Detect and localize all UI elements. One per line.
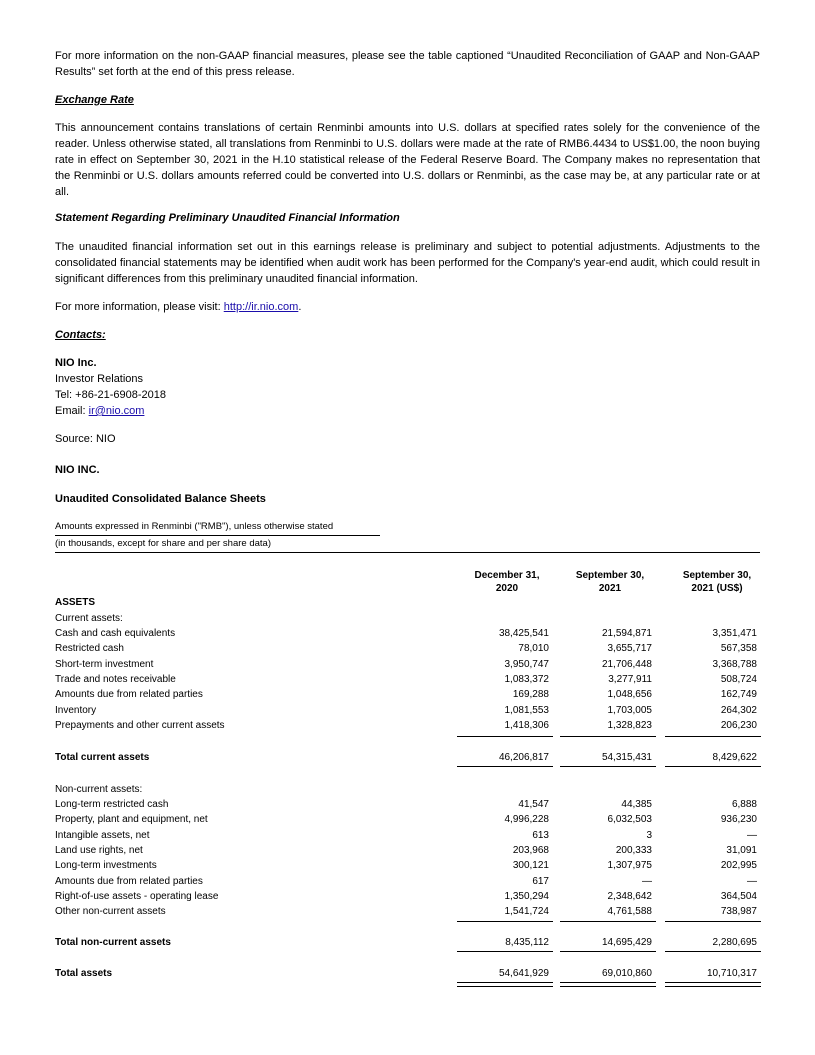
underline: [457, 766, 553, 767]
total-assets-v1: 54,641,929: [498, 968, 549, 979]
row-value-1: 3,950,747: [504, 658, 549, 670]
row-value-2: 3,655,717: [607, 643, 652, 655]
noncurrent-label-row: [55, 784, 760, 799]
underline: [665, 736, 761, 737]
double-underline: [457, 982, 553, 987]
underline: [560, 951, 656, 952]
underline: [457, 921, 553, 922]
row-value-3: —: [747, 829, 757, 841]
underline: [665, 921, 761, 922]
row-value-3: 936,230: [720, 814, 757, 826]
total-current-v2: 54,315,431: [601, 752, 652, 763]
total-noncurrent-v1: 8,435,112: [505, 937, 549, 948]
row-value-1: 41,547: [518, 799, 549, 810]
col1-line2: 2020: [495, 583, 519, 594]
total-assets-v2: 69,010,860: [601, 968, 652, 979]
underline: [560, 736, 656, 737]
col-header-dec-2020: [457, 569, 557, 595]
contact-dept: Investor Relations: [55, 373, 144, 385]
table-row: [55, 814, 760, 829]
underline: [457, 736, 553, 737]
current-assets-label-row: [55, 613, 760, 628]
row-value-2: 1,703,005: [607, 704, 652, 716]
row-label: Prepayments and other current assets: [55, 719, 225, 731]
row-label: Amounts due from related parties: [55, 875, 203, 887]
total-current-v3: 8,429,622: [712, 752, 757, 763]
row-value-3: 3,368,788: [712, 658, 757, 670]
total-noncurrent-label: Total non-current assets: [55, 937, 171, 948]
row-value-1: 300,121: [512, 860, 549, 872]
total-noncurrent-v3: 2,280,695: [712, 937, 757, 948]
col3-line1: September 30,: [682, 570, 752, 581]
row-value-2: 3,277,911: [608, 673, 652, 685]
row-label: Long-term investments: [55, 860, 157, 872]
row-value-3: 3,351,471: [712, 628, 757, 639]
row-value-3: 567,358: [720, 643, 757, 655]
row-value-1: 78,010: [518, 643, 549, 655]
row-label: Land use rights, net: [55, 844, 143, 856]
statement-heading: Statement Regarding Preliminary Unaudited Financial Information: [55, 212, 400, 224]
total-current-label: Total current assets: [55, 752, 150, 763]
row-value-3: —: [747, 875, 757, 887]
ir-website-link[interactable]: http://ir.nio.com: [223, 301, 299, 313]
total-current-v1: 46,206,817: [498, 752, 549, 763]
sheet-title: Unaudited Consolidated Balance Sheets: [55, 493, 266, 505]
col-header-sep-2021: [560, 569, 660, 595]
row-value-3: 202,995: [720, 860, 757, 872]
underline: [560, 921, 656, 922]
table-row: [55, 674, 760, 689]
row-value-2: 1,048,656: [607, 689, 652, 701]
row-label: Inventory: [55, 704, 97, 716]
exchange-rate-paragraph: This announcement contains translations of certain Renminbi amounts into U.S. dollars at specified rates solely for the convenience of the reader. Unless otherwise stated, all translations from Renminbi to U.S. dollars were made at the rate of RMB6.4434 to US$1.00, the noon buying rate in effect on September 30, 2021 in the H.10 statistical release of the Federal Reserve Board. The Company makes no representation that the Renminbi or U.S. dollars amounts referred could be converted into U.S. dollars or Renminbi, as the case may be, at any particular rate or at all.: [55, 122, 760, 198]
row-value-1: 169,288: [512, 689, 549, 701]
assets-label-row: [55, 597, 760, 612]
double-underline: [665, 982, 761, 987]
row-value-3: 162,749: [720, 689, 757, 701]
col1-line1: December 31,: [474, 570, 540, 581]
row-value-2: 1,328,823: [607, 719, 652, 731]
row-value-2: 2,348,642: [607, 890, 652, 902]
table-row: [55, 705, 760, 720]
contacts-heading: Contacts:: [55, 329, 106, 341]
table-row: [55, 876, 760, 891]
contact-company: NIO Inc.: [55, 357, 97, 369]
more-info-suffix: .: [298, 301, 302, 313]
total-current-assets-row: [55, 752, 760, 767]
assets-label: ASSETS: [55, 597, 96, 608]
non-gaap-paragraph: For more information on the non-GAAP financial measures, please see the table captioned “Unaudited Reconciliation of GAAP and Non-GAAP Results” set forth at the end of this press release.: [55, 50, 760, 78]
row-label: Intangible assets, net: [55, 829, 150, 841]
sheet-rule-1: [55, 535, 380, 536]
more-info-line: [55, 299, 301, 315]
table-row: [55, 845, 760, 860]
sheet-rule-2: [55, 552, 760, 553]
row-label: Right-of-use assets - operating lease: [55, 890, 219, 902]
more-info-prefix: For more information, please visit:: [55, 301, 224, 313]
row-value-2: 6,032,503: [607, 814, 652, 826]
total-assets-row: [55, 968, 760, 983]
row-value-3: 364,504: [720, 890, 757, 902]
row-value-3: 508,724: [720, 673, 757, 685]
contact-email-link[interactable]: ir@nio.com: [88, 405, 145, 417]
row-value-1: 613: [532, 829, 549, 841]
table-row: [55, 906, 760, 921]
double-underline: [560, 982, 656, 987]
row-value-3: 31,091: [726, 844, 757, 856]
row-value-3: 206,230: [720, 719, 757, 731]
table-row: [55, 799, 760, 814]
underline: [560, 766, 656, 767]
row-value-1: 4,996,228: [504, 814, 549, 826]
sheet-note-currency: Amounts expressed in Renminbi ("RMB"), unless otherwise stated: [55, 521, 334, 532]
table-row: [55, 689, 760, 704]
underline: [665, 766, 761, 767]
row-value-1: 1,083,372: [504, 673, 549, 685]
row-label: Cash and cash equivalents: [55, 628, 176, 639]
sheet-company: NIO INC.: [55, 464, 100, 476]
row-value-3: 6,888: [731, 799, 757, 810]
total-assets-v3: 10,710,317: [706, 968, 757, 979]
row-value-2: —: [642, 875, 652, 887]
contact-email-line: [55, 403, 144, 419]
source-line: Source: NIO: [55, 433, 116, 445]
row-value-3: 738,987: [720, 906, 757, 918]
col3-line2: 2021 (US$): [691, 583, 743, 594]
table-row: [55, 628, 760, 643]
table-row: [55, 659, 760, 674]
row-value-2: 200,333: [615, 844, 652, 856]
exchange-rate-heading: Exchange Rate: [55, 94, 134, 106]
underline: [665, 951, 761, 952]
total-noncurrent-row: [55, 937, 760, 952]
row-value-1: 203,968: [512, 844, 549, 856]
table-row: [55, 830, 760, 845]
table-row: [55, 860, 760, 875]
row-label: Trade and notes receivable: [55, 673, 176, 685]
col2-line1: September 30,: [575, 570, 645, 581]
row-value-2: 3: [646, 829, 652, 841]
row-label: Property, plant and equipment, net: [55, 814, 208, 826]
statement-paragraph: The unaudited financial information set out in this earnings release is preliminary and subject to potential adjustments. Adjustments to the consolidated financial statements may be identified when audit work has been performed for the Company's year-end audit, which could result in significant differences from this preliminary unaudited financial information.: [55, 241, 760, 285]
row-value-1: 1,081,553: [504, 704, 549, 716]
table-row: [55, 643, 760, 658]
row-value-2: 4,761,588: [607, 906, 652, 918]
table-row: [55, 720, 760, 735]
total-noncurrent-v2: 14,695,429: [601, 937, 652, 948]
current-assets-label: Current assets:: [55, 613, 123, 624]
row-label: Amounts due from related parties: [55, 689, 203, 701]
contact-tel: Tel: +86-21-6908-2018: [55, 389, 166, 401]
col-header-sep-2021-usd: [667, 569, 767, 595]
email-prefix: Email:: [55, 405, 89, 417]
row-value-2: 21,594,871: [601, 628, 652, 639]
noncurrent-label: Non-current assets:: [55, 784, 143, 795]
row-label: Restricted cash: [55, 643, 124, 655]
row-value-3: 264,302: [720, 704, 757, 716]
row-label: Other non-current assets: [55, 906, 166, 918]
row-value-1: 1,541,724: [504, 906, 549, 918]
row-value-2: 21,706,448: [601, 658, 652, 670]
row-label: Long-term restricted cash: [55, 799, 169, 810]
sheet-note-units: (in thousands, except for share and per share data): [55, 538, 271, 549]
row-value-1: 1,418,306: [504, 719, 549, 731]
total-assets-label: Total assets: [55, 968, 113, 979]
row-value-2: 1,307,975: [607, 860, 652, 872]
row-value-2: 44,385: [621, 799, 652, 810]
row-label: Short-term investment: [55, 658, 154, 670]
row-value-1: 617: [532, 875, 549, 887]
table-row: [55, 891, 760, 906]
underline: [457, 951, 553, 952]
col2-line2: 2021: [598, 583, 622, 594]
row-value-1: 38,425,541: [498, 628, 549, 639]
row-value-1: 1,350,294: [504, 890, 549, 902]
